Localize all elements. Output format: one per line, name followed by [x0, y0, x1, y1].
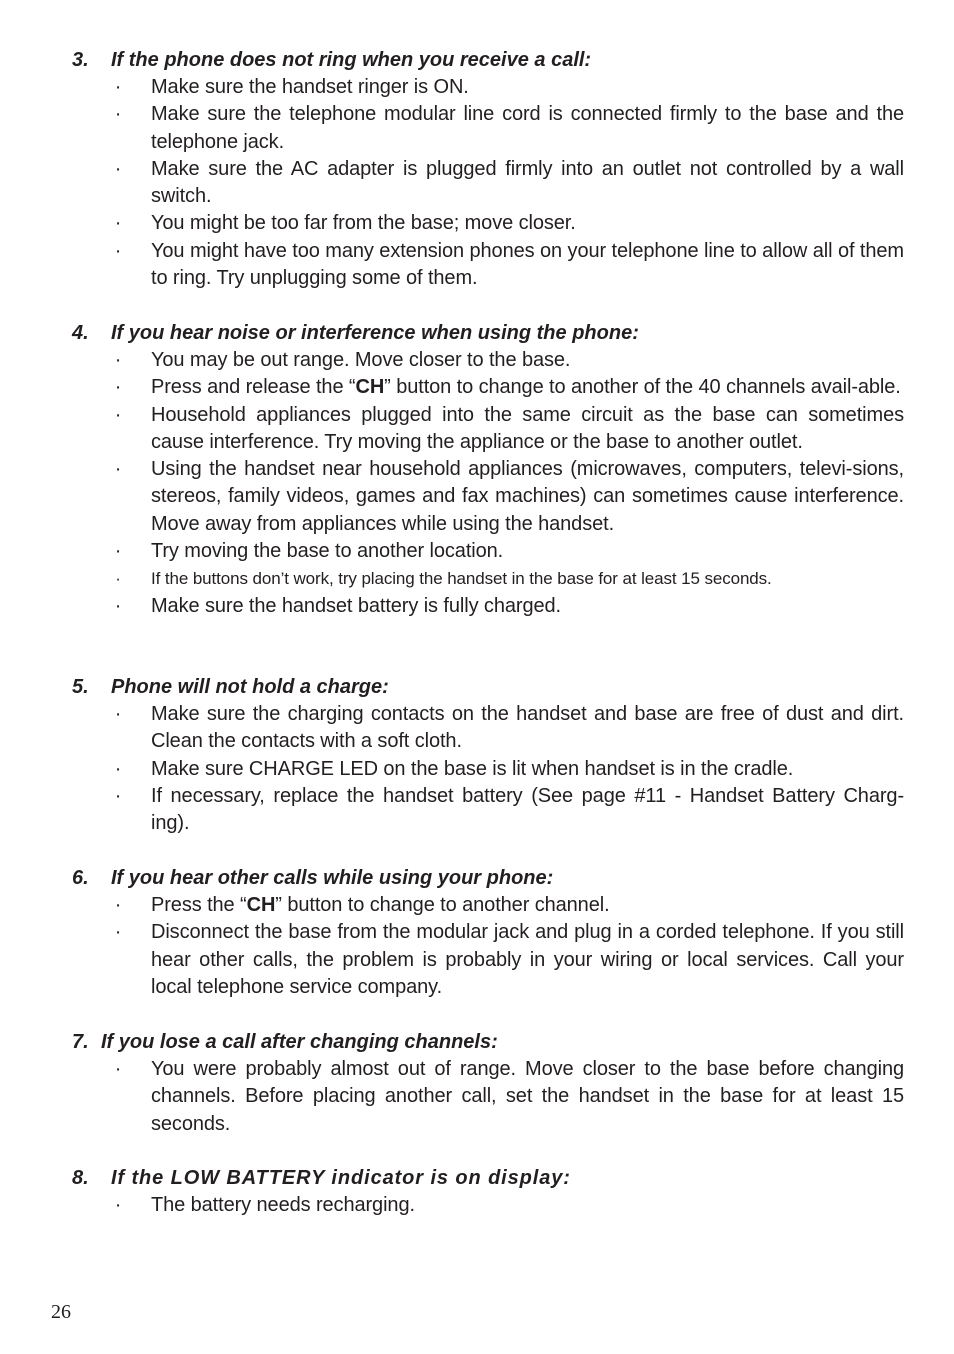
list-item: [72, 374, 904, 401]
list-item-text: Using the handset near household appliances (microwaves, computers, televi-sions, stereos, family videos, games and fax machines) can sometimes cause interference. Move away from appliances while using the handset.: [151, 458, 904, 535]
list-item-text: Make sure the charging contacts on the handset and base are free of dust and dirt. Clean the contacts with a soft cloth.: [151, 703, 904, 753]
section-heading: [72, 1029, 904, 1056]
list-item: [72, 238, 904, 293]
list-item: [72, 701, 904, 756]
bullet: ·: [114, 458, 122, 481]
bullet-list: [72, 1056, 904, 1138]
bullet: ·: [114, 403, 122, 426]
section-number: 4.: [72, 322, 89, 344]
section-number: 5.: [72, 676, 89, 698]
list-item: [72, 538, 904, 565]
section-title: Phone will not hold a charge:: [111, 676, 389, 698]
section-4: [72, 320, 904, 620]
bullet: ·: [114, 349, 122, 371]
list-item-text: [151, 894, 610, 916]
list-item-text: Disconnect the base from the modular jack and plug in a corded telephone. If you still hear other calls, the problem is probably in your wiring or local services. Call your local telephone service company.: [151, 921, 904, 998]
list-item-text: You may be out range. Move closer to the base.: [151, 349, 571, 371]
list-item: [72, 892, 904, 919]
text-run: ” button to change to another of the 40 channels avail-able.: [384, 376, 901, 399]
list-item-text: Household appliances plugged into the same circuit as the base can sometimes cause interference. Try moving the appliance or the base to another outlet.: [151, 403, 904, 453]
section-title: If the phone does not ring when you receive a call:: [111, 49, 592, 71]
bullet: ·: [114, 1058, 122, 1080]
list-item: [72, 756, 904, 783]
section-number: 3.: [72, 49, 89, 71]
bullet: ·: [114, 921, 122, 944]
list-item: [72, 156, 904, 211]
page-number: 26: [51, 1301, 71, 1323]
list-item-text: Make sure CHARGE LED on the base is lit when handset is in the cradle.: [151, 757, 794, 780]
list-item-text: You might have too many extension phones on your telephone line to allow all of them to ring. Try unplugging some of them.: [151, 239, 904, 290]
bullet-list: [72, 701, 904, 837]
section-number: 8.: [72, 1167, 89, 1189]
bullet: ·: [114, 784, 122, 807]
list-item-text: [151, 376, 901, 398]
list-item-text: The battery needs recharging.: [151, 1194, 415, 1216]
section-heading: [72, 865, 904, 892]
bullet: ·: [114, 594, 122, 617]
bullet: ·: [114, 894, 122, 916]
section-title: If the LOW BATTERY indicator is on display:: [111, 1167, 571, 1189]
section-title: If you hear other calls while using your phone:: [111, 867, 554, 889]
section-3: [72, 47, 904, 292]
section-6: [72, 865, 904, 1001]
bullet: ·: [114, 540, 122, 563]
bullet: ·: [115, 569, 121, 589]
section-number: 7.: [72, 1031, 89, 1053]
list-item: [72, 919, 904, 1001]
section-heading: [72, 674, 904, 701]
list-item-text: If the buttons don’t work, try placing the handset in the base for at least 15 seconds.: [151, 569, 772, 589]
section-heading: [72, 1165, 904, 1192]
bullet: ·: [114, 157, 122, 180]
bullet: ·: [114, 212, 122, 235]
list-item-text: You were probably almost out of range. Move closer to the base before changing channels. Before placing another call, set the handset in the base for at least 15 seconds.: [151, 1058, 904, 1135]
section-heading: [72, 47, 904, 74]
list-item-text: Make sure the telephone modular line cord is connected firmly to the base and the telephone jack.: [151, 103, 904, 153]
bullet-list: [72, 892, 904, 1001]
section-5: [72, 674, 904, 837]
text-run: Press and release the “: [151, 376, 356, 399]
section-title: If you hear noise or interference when using the phone:: [111, 322, 639, 344]
bullet: ·: [114, 76, 122, 98]
list-item: [72, 210, 904, 237]
list-item: [72, 783, 904, 838]
list-item: [72, 565, 904, 592]
list-item: [72, 1056, 904, 1138]
list-item: [72, 347, 904, 374]
text-run: Press the “: [151, 894, 247, 916]
section-number: 6.: [72, 867, 89, 889]
bullet: ·: [114, 703, 122, 725]
section-7: [72, 1029, 904, 1138]
section-title: If you lose a call after changing channels:: [101, 1031, 498, 1053]
bullet: ·: [114, 103, 122, 126]
ch-button-label: CH: [355, 376, 385, 399]
bullet: ·: [114, 757, 122, 780]
list-item-text: Make sure the handset ringer is ON.: [151, 76, 469, 98]
list-item-text: If necessary, replace the handset battery (See page #11 - Handset Battery Charg-ing).: [151, 784, 904, 835]
text-run: ” button to change to another channel.: [275, 894, 610, 916]
list-item: [72, 402, 904, 457]
section-8: [72, 1165, 904, 1219]
list-item: [72, 593, 904, 620]
bullet-list: [72, 1192, 904, 1219]
bullet-list: [72, 74, 904, 292]
list-item: [72, 1192, 904, 1219]
list-item: [72, 74, 904, 101]
bullet-list: [72, 347, 904, 620]
list-item-text: Make sure the handset battery is fully charged.: [151, 594, 561, 617]
list-item-text: Make sure the AC adapter is plugged firmly into an outlet not controlled by a wall switch.: [151, 157, 904, 208]
bullet: ·: [114, 1194, 122, 1216]
list-item: [72, 456, 904, 538]
bullet: ·: [114, 239, 122, 262]
list-item: [72, 101, 904, 156]
bullet: ·: [114, 376, 122, 399]
section-heading: [72, 320, 904, 347]
ch-button-label: CH: [246, 894, 276, 916]
list-item-text: Try moving the base to another location.: [151, 540, 504, 563]
list-item-text: You might be too far from the base; move closer.: [151, 212, 576, 235]
